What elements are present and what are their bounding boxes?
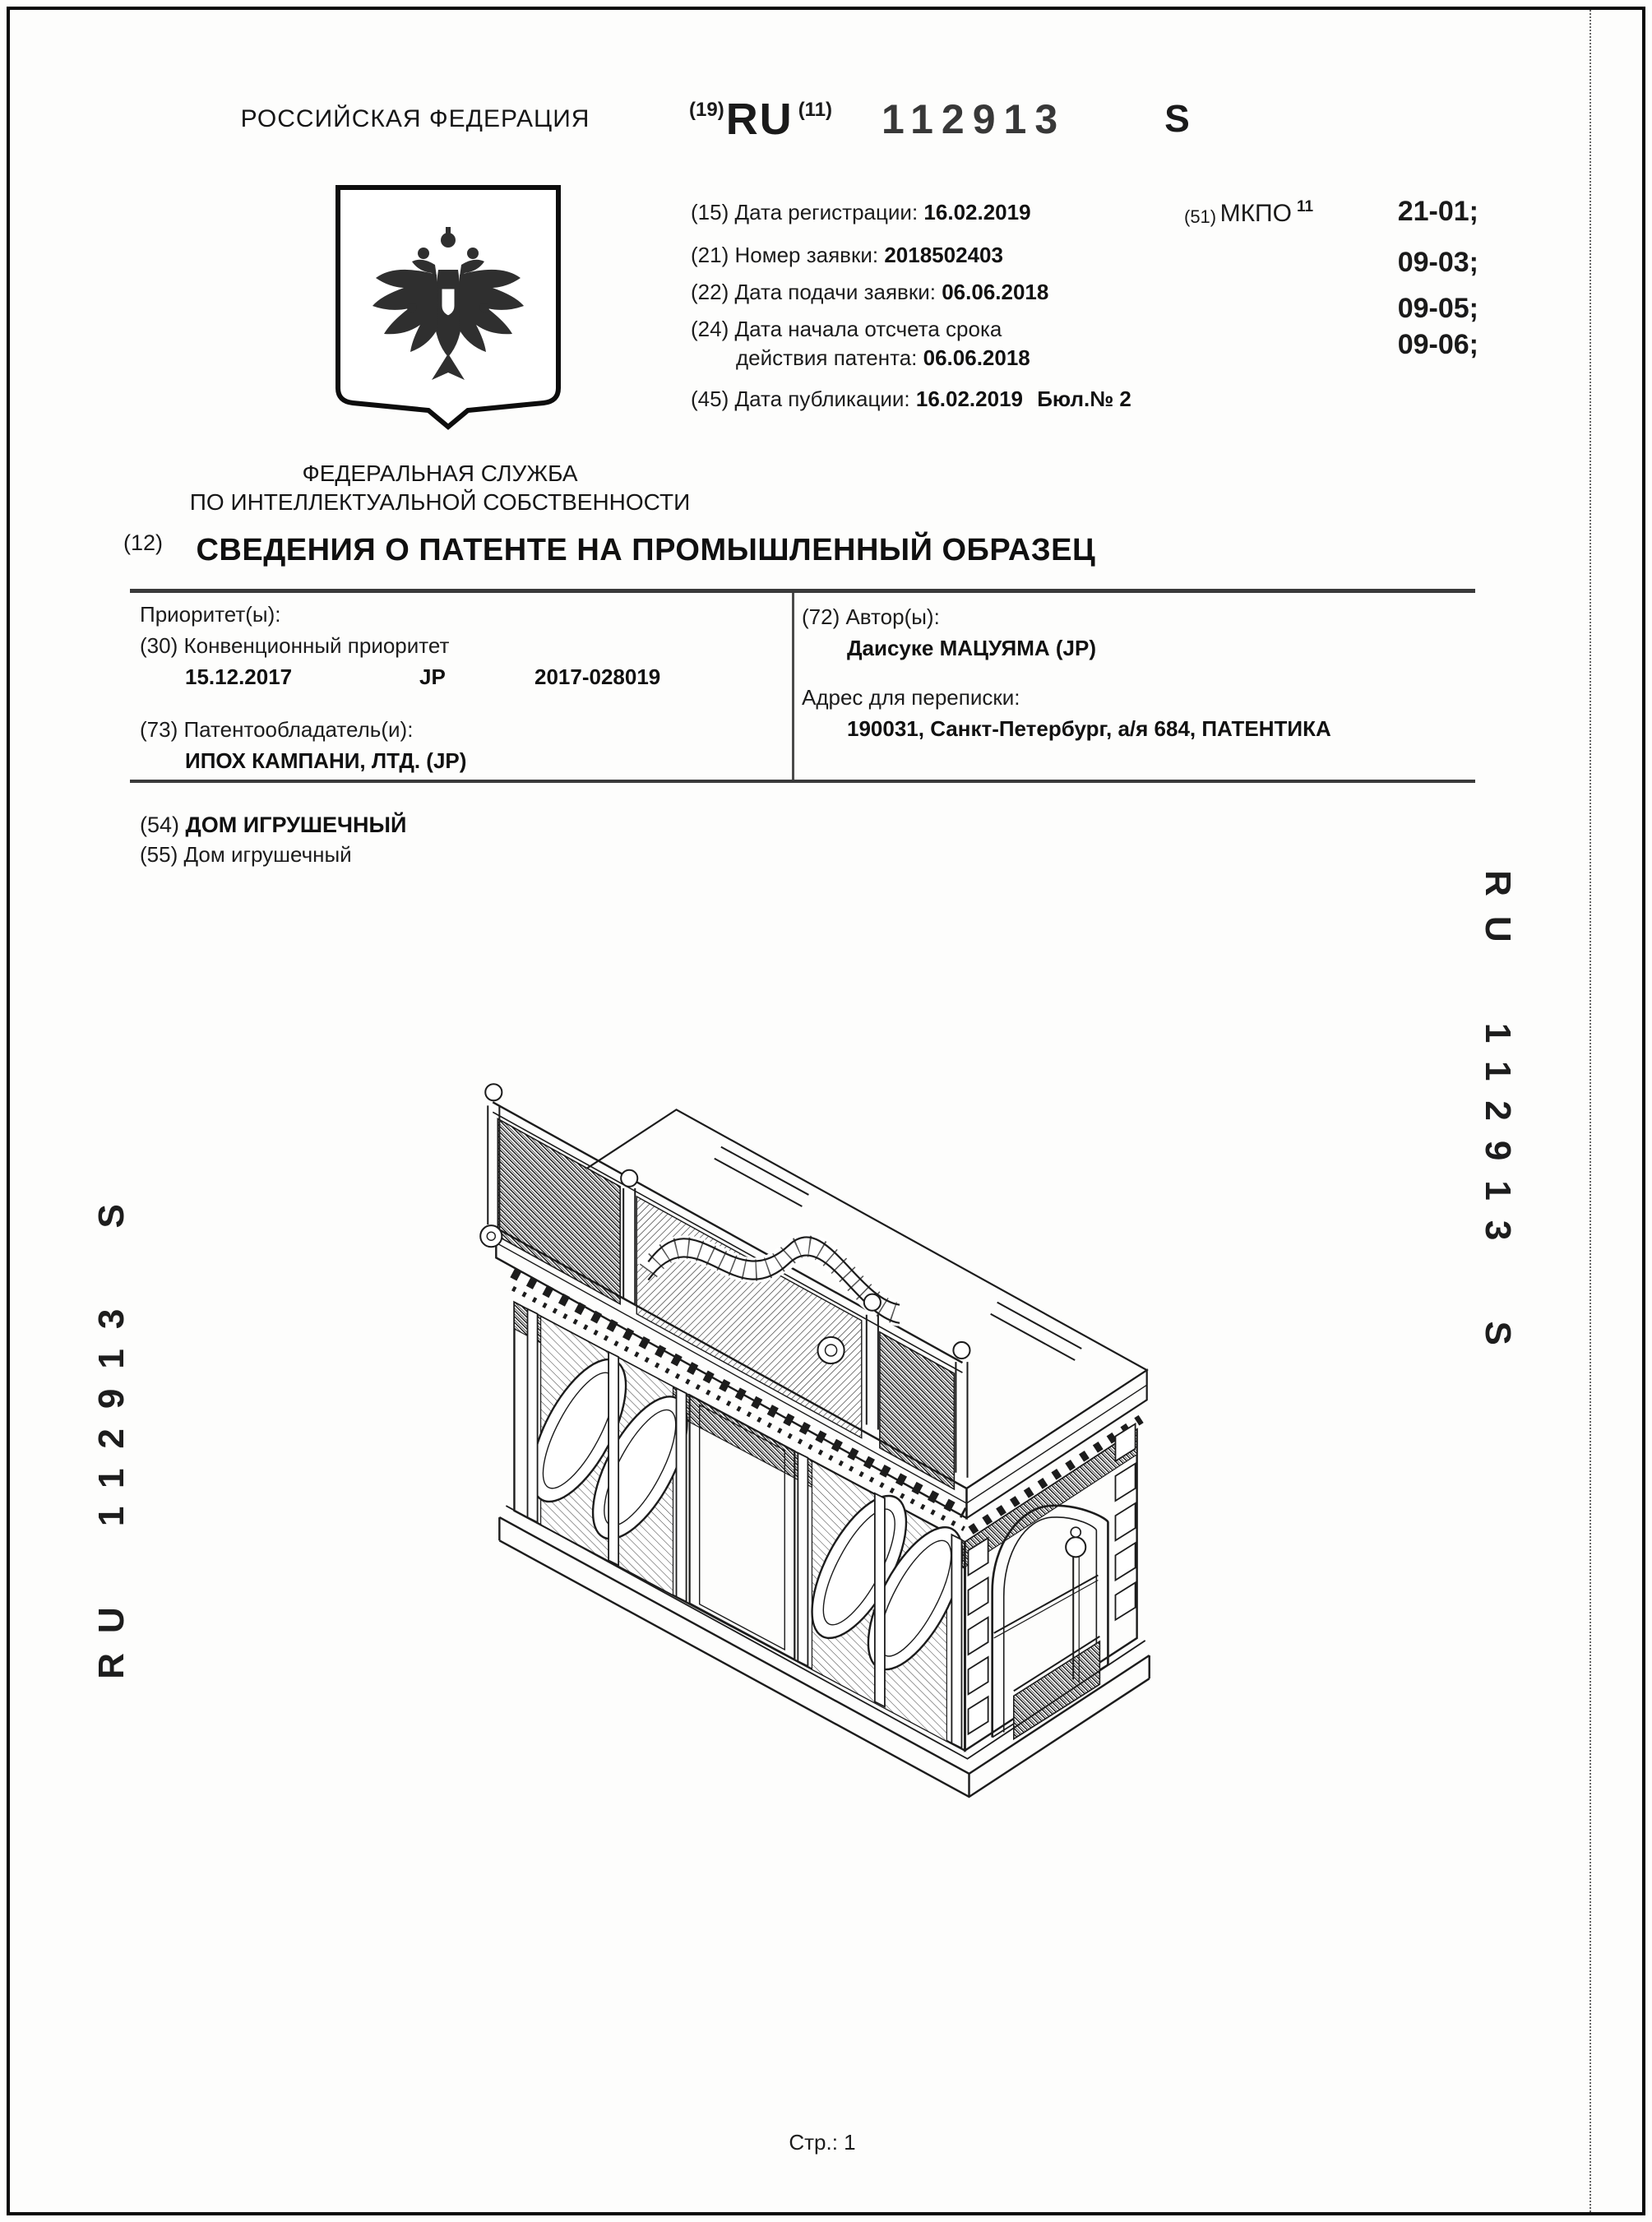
address-label: Адрес для переписки: — [802, 685, 1020, 710]
classification-label: МКПО — [1219, 200, 1292, 227]
priority-country: JP — [419, 664, 446, 689]
left-margin-vertical-text: RU 112913 S — [91, 1184, 132, 1679]
biblio-bottom-rule — [130, 780, 1475, 783]
country-title: РОССИЙСКАЯ ФЕДЕРАЦИЯ — [240, 105, 590, 132]
classification-line-1 — [1184, 196, 1478, 228]
inid-12: (12) — [123, 530, 164, 555]
right-margin-vertical-text: RU 112913 S — [1478, 870, 1518, 1365]
holder-name: ИПОХ КАМПАНИ, ЛТД. (JP) — [185, 748, 467, 773]
field-55: (55) Дом игрушечный — [140, 842, 352, 867]
field-24-line1: (24) Дата начала отсчета срока — [691, 317, 1002, 341]
field-22: (22) Дата подачи заявки: 06.06.2018 — [691, 280, 1049, 304]
author-name: Даисуке МАЦУЯМА (JP) — [847, 636, 1096, 660]
design-drawing-toy-house — [448, 1054, 1192, 1803]
russia-coat-of-arms — [333, 183, 563, 437]
class-code-3: 09-06; — [1397, 329, 1478, 360]
class-code-1: 09-03; — [1397, 247, 1478, 278]
column-divider — [792, 593, 794, 781]
address-value: 190031, Санкт-Петербург, а/я 684, ПАТЕНТИКА — [847, 716, 1331, 741]
eagle-chest-shield — [441, 288, 456, 317]
convention-priority-line: (30) Конвенционный приоритет — [140, 633, 450, 658]
inid-19: (19) — [689, 99, 724, 121]
kind-code: S — [1164, 97, 1190, 140]
country-code: RU — [725, 95, 794, 144]
field-54: (54) ДОМ ИГРУШЕЧНЫЙ — [140, 812, 407, 837]
office-name: ФЕДЕРАЛЬНАЯ СЛУЖБА ПО ИНТЕЛЛЕКТУАЛЬНОЙ СОБСТВЕННОСТИ — [189, 461, 691, 515]
class-code-0: 21-01; — [1397, 196, 1478, 227]
field-21: (21) Номер заявки: 2018502403 — [691, 243, 1003, 267]
inid-51: (51) — [1184, 206, 1217, 227]
page-number: Стр.: 1 — [789, 2130, 856, 2155]
priority-date: 15.12.2017 — [185, 664, 293, 689]
authors-label: (72) Автор(ы): — [802, 604, 940, 629]
title-underline — [130, 589, 1475, 593]
priority-number: 2017-028019 — [534, 664, 661, 689]
publication-number-row — [689, 97, 1495, 142]
inid-11: (11) — [798, 99, 833, 121]
right-margin-rule — [1590, 10, 1591, 2212]
field-24-line2: действия патента: 06.06.2018 — [736, 345, 1030, 370]
priority-data-row — [185, 664, 711, 690]
document-number: 112913 — [882, 96, 1067, 142]
class-code-2: 09-05; — [1397, 293, 1478, 324]
priority-label: Приоритет(ы): — [140, 602, 281, 627]
field-15: (15) Дата регистрации: 16.02.2019 — [691, 200, 1031, 225]
holder-label: (73) Патентообладатель(и): — [140, 717, 414, 742]
page-title: СВЕДЕНИЯ О ПАТЕНТЕ НА ПРОМЫШЛЕННЫЙ ОБРАЗЕЦ — [196, 533, 1096, 567]
document-type-title — [123, 530, 1096, 568]
classification-edition: 11 — [1296, 198, 1314, 215]
field-45: (45) Дата публикации: 16.02.2019 Бюл.№ 2 — [691, 387, 1131, 411]
